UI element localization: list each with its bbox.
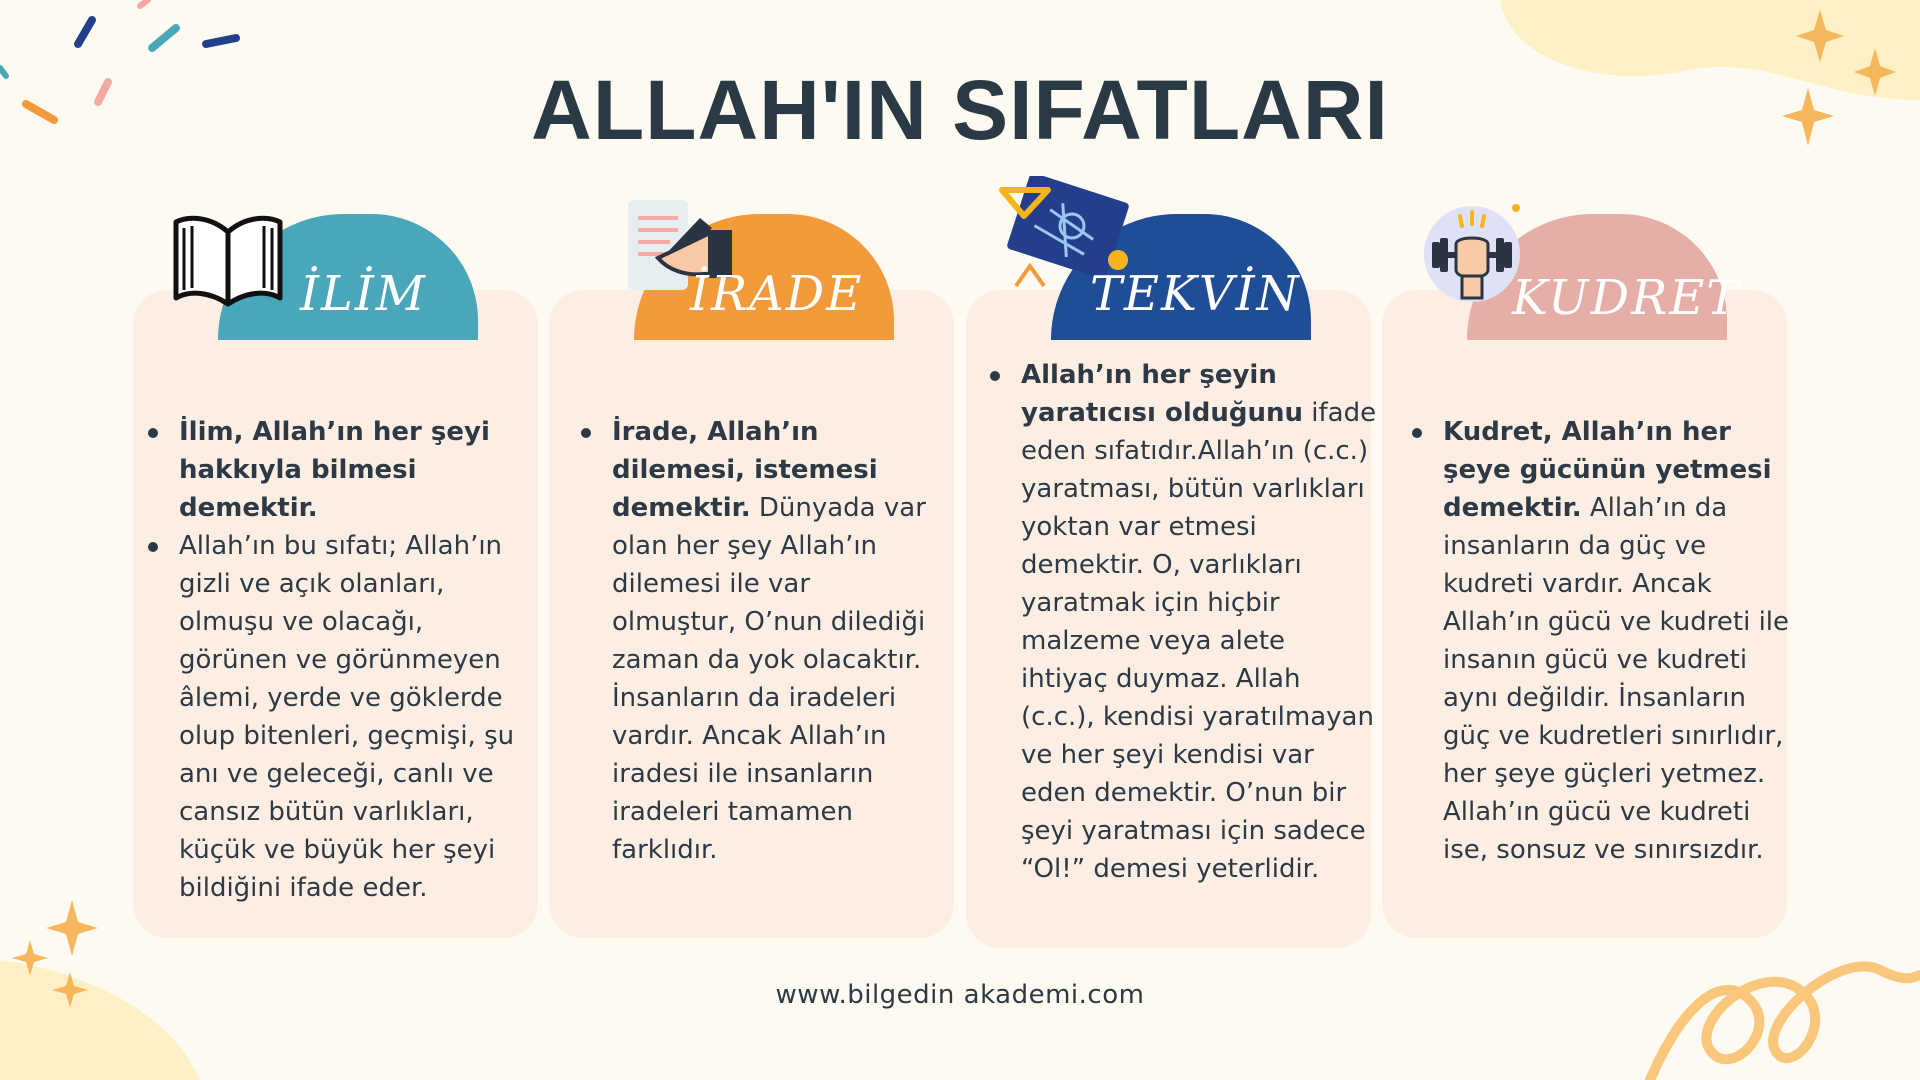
card-kudret-text (1412, 413, 1792, 869)
list-item: Allah’ın bu sıfatı; Allah’ın gizli ve açık olanları, olmuşu ve olacağı, görünen ve görünmeyen âlemi, yerde ve göklerde olup bitenleri, geçmişi, şu anı ve geleceği, canlı ve cansız bütün varlıkları, küçük ve büyük her şeyi bildiğini ifade eder. (148, 527, 528, 907)
list-item: Kudret, Allah’ın her şeye gücünün yetmesi demektir. Allah’ın da insanların da güç ve kudreti vardır. Ancak Allah’ın gücü ve kudreti ile insanın gücü ve kudreti aynı değildir. İnsanların güç ve kudretleri sınırlıdır, her şeye güçleri yetmez. Allah’ın gücü ve kudreti ise, sonsuz ve sınırsızdır. (1412, 413, 1792, 869)
tab-label-kudret: KUDRET (1512, 270, 1741, 326)
tab-label-irade: İRADE (690, 266, 864, 322)
list-item: İlim, Allah’ın her şeyi hakkıyla bilmesi demektir. (148, 413, 528, 527)
footer-website: www.bilgedin akademi.com (775, 980, 1145, 1010)
list-item: İrade, Allah’ın dilemesi, istemesi demektir. Dünyada var olan her şey Allah’ın dilemesi ile var olmuştur, O’nun dilediği zaman da yok olacaktır. İnsanların da iradeleri vardır. Ancak Allah’ın iradesi ile insanların iradeleri tamamen farklıdır. (581, 413, 941, 869)
tab-label-ilim: İLİM (300, 266, 427, 322)
card-tekvin-text (990, 356, 1378, 888)
list-item: Allah’ın her şeyin yaratıcısı olduğunu ifade eden sıfatıdır.Allah’ın (c.c.) yaratması, bütün varlıkları yoktan var etmesi demektir. O, varlıkları yaratmak için hiçbir malzeme veya alete ihtiyaç duymaz. Allah (c.c.), kendisi yaratılmayan ve her şeyi kendisi var eden demektir. O’nun bir şeyi yaratması için sadece “Ol!” demesi yeterlidir. (990, 356, 1378, 888)
tab-label-tekvin: TEKVİN (1090, 266, 1301, 322)
open-book-icon (170, 208, 286, 308)
page-title: ALLAH'IN SIFATLARI (531, 63, 1389, 157)
card-ilim-text (148, 413, 528, 907)
card-irade-text (581, 413, 941, 869)
